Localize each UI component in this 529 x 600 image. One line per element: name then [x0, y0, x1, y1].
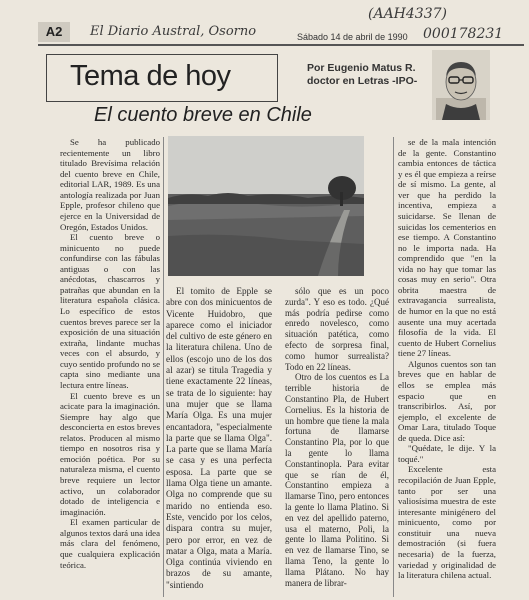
paragraph: sólo que es un poco zurda". Y eso es todo. ¿Qué más podría pedirse como enredo novelesco, como situación patética, como efecto de sorpresa final, como humor surrealista? Todo en 22 líneas.	[285, 286, 389, 372]
article-column-3	[285, 286, 389, 588]
handwritten-paper-name: El Diario Austral, Osorno	[90, 24, 257, 39]
article-column-2	[166, 286, 272, 591]
byline	[307, 62, 417, 88]
byline-credential: doctor en Letras -IPO-	[307, 75, 418, 87]
paragraph: Otro de los cuentos es La terrible historia de Constantino Pla, de Hubert Cornelius. Es la historia de un hombre que tiene la mala fortuna de llamarse Constantino Pla, por lo que la gente lo llama Constantinopla. Para evitar que se rían de él, Constantino empieza a llamarse Tino, pero entonces la gente lo llama Platino. Si en vez del apellido paterno, usa el materno, Poli, la gente lo llama Politino. Si en vez de llamarse Tino, se llama Teno, la gente lo llama Plátano. No hay manera de librar-	[285, 372, 389, 588]
paragraph: Se ha publicado recientemente un libro titulado Brevísima relación del cuento breve en Chile, editorial LAR, 1989. Es una antología realizada por Juan Epple, profesor chileno que ejerce en la Universidad de Oregón, Estados Unidos.	[60, 137, 160, 232]
column-rule	[163, 137, 164, 597]
paragraph: El cuento breve o minicuento no puede confundirse con las fábulas antiguas o con las anécdotas, chascarros y patrañas que abundan en la literatura española clásica. Lo específico de estos cuentos breves parece ser la exposición de una situación extraña, lindante muchas veces con el absurdo, y cuyo sentido profundo no se capta sino mediante una lectura entre líneas.	[60, 232, 160, 390]
byline-author: Por Eugenio Matus R.	[307, 62, 416, 74]
paragraph: se de la mala intención de la gente. Constantino cambia entonces de táctica y es él que empieza a reírse de sí mismo. La gente, al ver que ha perdido la incentiva, empieza a suicidarse. Se llenan de suicidas los cementerios en ese tiempo. A Constantino no le importa nada. Ha comprendido que "en la vida no hay que tomar las cosas muy en serio". Otra obrita maestra de extravagancia surrealista, de humor en la que no está ausente una muy acertada filosofía de la vida. El cuento de Hubert Cornelius tiene 27 líneas.	[398, 137, 496, 359]
paragraph: Excelente esta recopilación de Juan Epple, tanto por ser una valiosísima muestra de este interesante minigénero del minicuento, como por constituir una nueva demostración (si fuera necesaria) de la fuerza, variedad y originalidad de la literatura chilena actual.	[398, 464, 496, 581]
landscape-photo	[168, 136, 364, 276]
headline: El cuento breve en Chile	[94, 104, 312, 126]
section-title: Tema de hoy	[70, 60, 231, 92]
handwritten-archive-code: (AAH4337)	[368, 6, 447, 22]
article-column-1	[60, 137, 160, 570]
paragraph: El examen particular de algunos textos dará una idea más clara del fenómeno, que cualquiera explicación teórica.	[60, 517, 160, 570]
column-rule	[393, 137, 394, 597]
article-column-4	[398, 137, 496, 581]
page-number: A2	[38, 22, 70, 42]
dateline: Sábado 14 de abril de 1990	[297, 32, 408, 42]
paragraph: El cuento breve es un acicate para la imaginación. Siempre hay algo que desconcierta en estos breves relatos. Producen al mismo tiempo en nosotros risa y emoción poética. Por su naturaleza misma, el cuento breve requiere un lector activo, un colaborador dotado de inteligencia e imaginación.	[60, 390, 160, 517]
author-portrait	[432, 50, 490, 120]
handwritten-reference: 000178231	[423, 26, 504, 42]
header-rule	[38, 44, 524, 46]
paragraph: Algunos cuentos son tan breves que en hablar de ellos se emplea más espacio que en transcribirlos. Así, por ejemplo, el excelente de Omar Lara, titulado Toque de queda. Dice así:	[398, 358, 496, 443]
paragraph: El tomito de Epple se abre con dos minicuentos de Vicente Huidobro, que aparece como el iniciador del cultivo de este género en la literatura chilena. Uno de ellos (escojo uno de los dos al azar) se titula Tragedia y tiene exactamente 22 líneas, se trata de lo siguiente: hay una mujer que se llama María Olga. Es una mujer encantadora, "especialmente la parte que se llama Olga". La parte que se llama María se casa y es una perfecta esposa. La parte que se llama Olga tiene un amante. Olga no comprende que su marido no entienda eso. Este, vencido por los celos, dispara contra su mujer, pero por error, en vez de matar a Olga, mata a María. Olga continúa viviendo en brazos de su amante, "sintiendo	[166, 286, 272, 590]
quotation: "Quédate, le dije. Y la toqué."	[398, 443, 496, 464]
